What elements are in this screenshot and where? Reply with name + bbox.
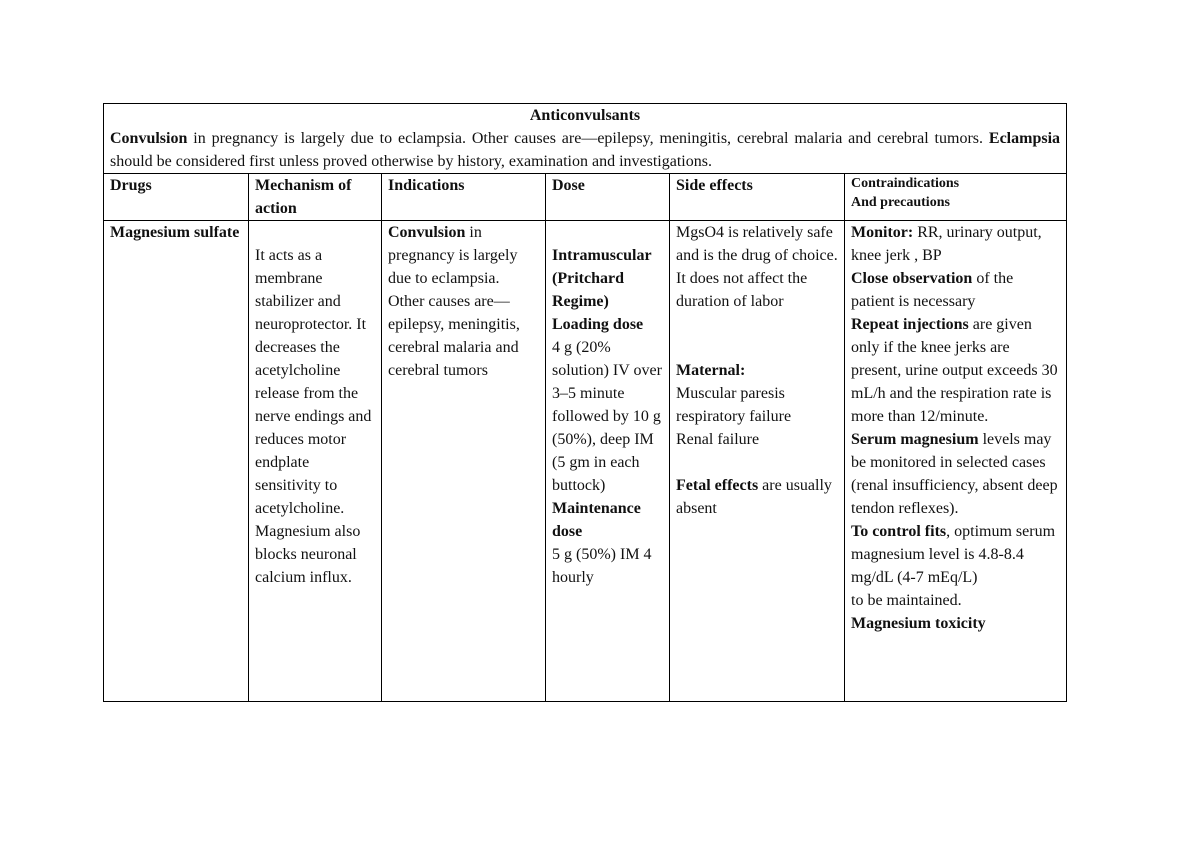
intro-row — [104, 104, 1067, 174]
dose-maintenance-text: 5 g (50%) IM 4 hourly — [552, 546, 652, 586]
contra-maintained: to be maintained. — [851, 592, 962, 609]
maternal-effect-1: Muscular paresis — [676, 385, 785, 402]
cell-contraindications — [845, 221, 1067, 702]
indications-text: in pregnancy is largely due to eclampsia. Other causes are—epilepsy, meningitis, cerebral malaria and cerebral tumors — [388, 224, 520, 379]
intro-term-convulsion: Convulsion — [110, 130, 188, 147]
header-contra-line1: Contraindications — [851, 176, 960, 191]
dose-im-heading: Intramuscular (Pritchard Regime) — [552, 247, 652, 310]
side-effects-line2: It does not affect the — [676, 270, 808, 287]
contra-monitor-term: Monitor: — [851, 224, 914, 241]
intro-term-eclampsia: Eclampsia — [988, 130, 1061, 147]
contra-control-fits — [851, 520, 1060, 589]
dose-loading-heading: Loading dose — [552, 316, 644, 333]
table-row — [104, 221, 1067, 702]
contra-serum-term: Serum magnesium — [851, 431, 979, 448]
header-contra-line2: And precautions — [851, 195, 950, 210]
maternal-effect-2: respiratory failure — [676, 408, 792, 425]
contra-close-text: of the patient is necessary — [851, 270, 1014, 310]
header-contraindications — [845, 174, 1067, 221]
table-title: Anticonvulsants — [529, 107, 641, 124]
dose-loading-text: 4 g (20% solution) IV over 3–5 minute followed by 10 g (50%), deep IM (5 gm in each buttock) — [552, 339, 662, 494]
contra-repeat-text: are given only if the knee jerks are present, urine output exceeds 30 mL/h and the respiration rate is more than 12/minute. — [851, 316, 1058, 425]
dose-maintenance-heading: Maintenance dose — [552, 500, 641, 540]
header-drugs: Drugs — [104, 174, 249, 221]
intro-cell — [104, 104, 1067, 174]
maternal-heading: Maternal: — [676, 362, 746, 379]
indications-term: Convulsion — [388, 224, 466, 241]
contra-monitor — [851, 221, 1060, 267]
side-effects-line1: MgsO4 is relatively safe and is the drug of choice. — [676, 224, 838, 264]
header-mechanism: Mechanism of action — [249, 174, 382, 221]
contra-close-observation — [851, 267, 1060, 313]
fetal-effects-term: Fetal effects — [676, 477, 759, 494]
maternal-effect-3: Renal failure — [676, 431, 760, 448]
header-side-effects: Side effects — [670, 174, 845, 221]
contra-control-text: , optimum serum magnesium level is 4.8‑8.4 mg/dL (4-7 mEq/L) — [851, 523, 1056, 586]
mechanism-text: It acts as a membrane stabilizer and neuroprotector. It decreases the acetylcholine release from the nerve endings and reduces motor endplate sensitivity to acetylcholine. Magnesium also blocks neuronal calcium influx. — [255, 247, 372, 586]
intro-text-2: should be considered first unless proved otherwise by history, examination and investigations. — [110, 153, 712, 170]
header-indications: Indications — [382, 174, 546, 221]
intro-paragraph — [110, 127, 1060, 173]
contra-control-term: To control fits — [851, 523, 947, 540]
cell-side-effects — [670, 221, 845, 702]
contra-repeat-term: Repeat injections — [851, 316, 969, 333]
intro-text-1: in pregnancy is largely due to eclampsia. Other causes are—epilepsy, meningitis, cerebral malaria and cerebral tumors. — [187, 130, 989, 147]
contra-serum-text: levels may be monitored in selected cases (renal insufficiency, absent deep tendon reflexes). — [851, 431, 1058, 517]
cell-dose — [546, 221, 670, 702]
fetal-effects-text: are usually absent — [676, 477, 832, 517]
side-effects-line3: duration of labor — [676, 293, 784, 310]
contra-monitor-text: RR, urinary output, knee jerk , BP — [851, 224, 1042, 264]
contra-repeat-injections — [851, 313, 1060, 428]
cell-mechanism — [249, 221, 382, 702]
header-dose: Dose — [546, 174, 670, 221]
fetal-effects — [676, 474, 838, 520]
contra-magnesium-toxicity: Magnesium toxicity — [851, 615, 986, 632]
cell-indications — [382, 221, 546, 702]
anticonvulsants-table — [103, 103, 1067, 702]
cell-drug-name: Magnesium sulfate — [104, 221, 249, 702]
contra-serum-magnesium — [851, 428, 1060, 520]
header-row — [104, 174, 1067, 221]
contra-close-term: Close observation — [851, 270, 973, 287]
